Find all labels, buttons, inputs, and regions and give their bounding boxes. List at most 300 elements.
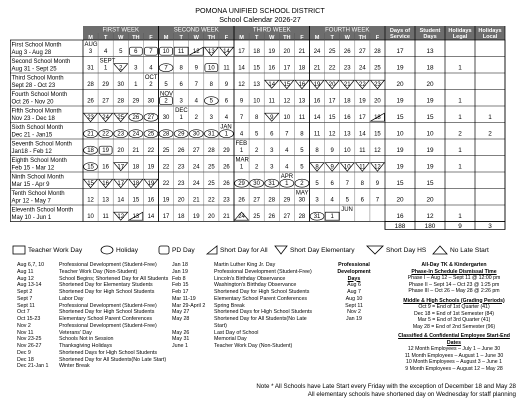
events-left-list: [17, 262, 177, 370]
day-number: 1: [103, 65, 108, 72]
pd-date: Aug 6: [347, 282, 361, 289]
event-row: [172, 289, 322, 296]
day-number: 27: [253, 197, 260, 204]
day-number: 29: [238, 181, 245, 188]
day-number: 27: [192, 148, 200, 155]
day-number: 10: [343, 148, 351, 155]
day-letter: T: [103, 34, 108, 41]
month-label: Fourth School Month: [11, 92, 68, 98]
day-number: 19: [359, 98, 366, 105]
day-number: 30: [147, 98, 155, 105]
note-late-start: Note * All Schools have Late Start every Friday with the exception of December 18 and May 28: [256, 383, 516, 390]
month-tag: NOV: [160, 91, 174, 98]
summary-value: 13: [426, 48, 434, 56]
legend-short-day-elementary: Short Day Elementary: [274, 244, 355, 256]
legend-pd-day: PD Day: [158, 244, 195, 256]
total-value: 188: [394, 223, 406, 230]
day-number: 16: [343, 115, 351, 122]
day-number: 23: [177, 181, 185, 188]
month-label: Eleventh School Month: [11, 207, 74, 214]
schedule-info: [392, 262, 516, 372]
day-number: 25: [208, 164, 215, 171]
day-number: 3: [209, 115, 214, 122]
event-date: Aug 11: [17, 268, 34, 275]
day-number: 11: [359, 164, 366, 171]
day-number: 17: [359, 115, 366, 122]
event-row: [172, 282, 322, 289]
month-label: Eighth School Month: [11, 158, 67, 164]
event-date: Dec 18: [17, 356, 34, 363]
day-number: 17: [162, 214, 170, 221]
day-number: 22: [147, 148, 155, 155]
month-label: Fifth School Month: [11, 108, 62, 115]
day-number: 20: [117, 148, 125, 155]
day-number: 8: [209, 82, 214, 89]
day-number: 7: [149, 49, 153, 56]
event-desc: Teacher Work Day (Non-Student): [214, 343, 293, 349]
legend-teacher-work-day: Teacher Work Day: [12, 244, 82, 256]
day-number: 13: [208, 49, 215, 56]
day-number: 17: [328, 98, 336, 105]
day-number: 2: [164, 98, 168, 105]
day-number: 28: [374, 49, 381, 56]
month-tag: OCT: [144, 75, 158, 81]
event-row: [17, 343, 177, 350]
day-number: 19: [147, 181, 155, 188]
classified-2: 11 Month Employees – August 1 – June 30: [404, 352, 504, 359]
legend-short-day-hs: Short Day HS: [366, 244, 426, 256]
day-number: 28: [208, 148, 215, 155]
event-desc: Shortened Day for Elementary Students: [59, 282, 153, 289]
summary-value: 19: [396, 64, 404, 72]
day-letter: F: [224, 34, 229, 41]
day-number: 5: [209, 98, 214, 105]
summary-value: 19: [396, 97, 404, 105]
month-range: Aug 31 - Sept 25: [11, 66, 57, 73]
event-desc: Thanksgiving Holidays: [59, 343, 112, 349]
summary-value: 20: [396, 81, 404, 89]
day-letter: M: [314, 34, 320, 41]
day-letter: F: [300, 34, 304, 41]
day-number: 12: [328, 131, 336, 138]
events-mid-list: [172, 262, 322, 350]
day-number: 18: [177, 214, 185, 221]
event-desc: Professional Development (Student-Free): [59, 302, 157, 309]
event-date: May 28: [172, 316, 190, 322]
event-date: June 1: [172, 343, 188, 349]
event-desc: Shortened Days for High School Students: [214, 309, 313, 316]
event-desc: Shortened Day for All Students(No Late: [214, 316, 307, 322]
day-number: 10: [343, 164, 351, 171]
day-number: 7: [194, 82, 198, 89]
day-number: 18: [298, 65, 306, 72]
summary-value: 16: [396, 213, 404, 221]
day-number: 29: [283, 197, 291, 204]
day-number: 5: [315, 181, 319, 188]
day-number: 7: [345, 181, 349, 188]
calendar-subtitle: School Calendar 2026-27: [219, 15, 301, 24]
day-number: 11: [298, 115, 306, 122]
summary-value: 12: [426, 213, 434, 221]
event-desc: Elementary School Parent Conferences: [59, 316, 153, 322]
legend: [12, 244, 512, 258]
day-number: 23: [87, 115, 94, 122]
event-row: [172, 269, 322, 276]
event-row: [172, 276, 322, 283]
day-number: 18: [87, 148, 94, 155]
summary-value: 19: [396, 163, 404, 171]
day-number: 19: [147, 164, 155, 171]
legend-no-late-start: No Late Start: [432, 244, 489, 256]
day-number: 10: [87, 214, 94, 221]
event-row: [17, 316, 177, 323]
day-number: 22: [359, 82, 366, 89]
day-number: 31: [313, 214, 321, 221]
day-number: 24: [359, 65, 366, 72]
day-number: 5: [254, 131, 259, 138]
holidays-legal-header: Holidays Legal: [448, 28, 472, 40]
month-tag: MAY: [295, 190, 309, 197]
day-number: 26: [177, 148, 185, 155]
day-number: 20: [374, 98, 381, 105]
day-number: 20: [328, 82, 336, 89]
event-date: Sept 7: [17, 295, 33, 302]
event-row: [17, 357, 177, 364]
day-number: 26: [132, 115, 140, 122]
month-label: Tenth School Month: [11, 191, 65, 197]
classified-heading: Classified & Confidential Employee Start-End Dates: [398, 333, 510, 346]
day-number: 15: [132, 197, 140, 204]
summary-value: 2: [458, 130, 462, 138]
footer-notes: [180, 383, 516, 399]
day-number: 12: [117, 214, 125, 221]
day-number: 10: [283, 115, 291, 122]
day-number: 20: [283, 49, 291, 56]
day-number: 12: [374, 148, 381, 155]
month-label: Ninth School Month: [11, 174, 64, 181]
day-number: 25: [162, 148, 170, 155]
student-days-header: Student Days: [419, 28, 441, 40]
day-number: 21: [313, 65, 321, 72]
tk-heading: All-Day TK & Kindergarten: [421, 262, 487, 268]
day-number: 26: [238, 197, 245, 204]
day-number: 23: [374, 82, 381, 89]
day-number: 24: [102, 115, 109, 122]
day-number: 18: [132, 181, 140, 188]
day-number: 30: [162, 115, 170, 122]
event-date: May 31: [172, 336, 190, 343]
day-number: 15: [283, 82, 291, 89]
day-number: 25: [328, 49, 336, 56]
event-row: [17, 309, 177, 316]
grading-4: May 28 = End of 2nd Semester (96): [412, 323, 496, 330]
day-number: 4: [194, 98, 198, 105]
day-number: 29: [102, 82, 109, 89]
day-letter: TH: [358, 34, 367, 41]
event-desc: Labor Day: [59, 295, 84, 302]
day-number: 5: [164, 82, 168, 89]
event-desc: Winter Break: [59, 363, 90, 370]
event-row: [172, 330, 322, 337]
day-number: 8: [315, 148, 319, 155]
day-number: 9: [330, 164, 334, 171]
event-desc: Start): [214, 322, 227, 329]
day-number: 11: [178, 49, 185, 56]
day-number: 19: [313, 82, 321, 89]
event-row: [17, 269, 177, 276]
legend-holiday: Holiday: [100, 244, 138, 256]
day-number: 3: [179, 98, 183, 105]
event-date: Nov 2: [17, 322, 31, 329]
month-label: Third School Month: [11, 75, 64, 82]
pd-sub: Days: [347, 275, 361, 282]
day-number: 7: [164, 65, 168, 72]
day-number: 3: [88, 49, 93, 56]
day-number: 20: [208, 214, 215, 221]
day-number: 6: [179, 82, 183, 89]
event-date: Jan 18: [172, 262, 188, 268]
day-number: 23: [117, 131, 125, 138]
event-row: [17, 350, 177, 357]
day-letter: T: [330, 34, 334, 41]
day-number: 17: [238, 49, 245, 56]
summary-value: 10: [396, 130, 404, 138]
event-date: May 26: [172, 329, 190, 336]
event-desc: Washington's Birthday Observance: [214, 282, 297, 289]
month-tag: APR: [280, 174, 294, 180]
summary-value: 19: [426, 97, 434, 105]
event-row: [172, 316, 322, 323]
day-number: 28: [268, 197, 276, 204]
week-title-3: THIRD WEEK: [252, 27, 291, 34]
day-number: 6: [270, 131, 274, 138]
grading-3: Mar 5 = End of 3rd Quarter (41): [417, 317, 491, 323]
day-letter: TH: [207, 34, 216, 41]
day-number: 22: [328, 65, 336, 72]
day-number: 12: [87, 197, 94, 204]
event-date: Sept 2: [17, 289, 33, 295]
event-date: Sept 11: [17, 302, 35, 309]
pd-date: Jan 19: [346, 316, 362, 322]
day-letter: F: [149, 34, 153, 41]
day-number: 3: [315, 197, 319, 204]
day-number: 12: [192, 49, 200, 56]
day-number: 17: [117, 181, 125, 188]
event-date: Nov 23-25: [17, 336, 42, 343]
event-desc: Shortened Day for High School Students: [59, 289, 155, 295]
month-tag: DEC: [175, 108, 188, 114]
day-letter: F: [375, 34, 380, 41]
month-range: Feb 15 - Mar 12: [11, 165, 55, 172]
event-row: [17, 303, 177, 310]
day-number: 1: [224, 131, 229, 138]
event-date: Dec 21-Jan 1: [17, 363, 49, 370]
day-number: 22: [162, 164, 170, 171]
day-number: 1: [239, 148, 244, 155]
day-number: 4: [285, 148, 289, 155]
calendar-grid: [10, 26, 510, 245]
day-number: 18: [253, 49, 260, 56]
month-range: Sept 28 - Oct 23: [11, 83, 56, 89]
day-number: 1: [134, 82, 138, 89]
day-number: 9: [239, 98, 244, 105]
event-date: Feb 8: [172, 275, 186, 282]
day-number: 11: [268, 98, 275, 105]
day-number: 28: [162, 131, 170, 138]
event-row: [17, 262, 177, 269]
event-desc: Shortened Day for High School Students: [59, 309, 155, 316]
month-label: Sixth School Month: [11, 125, 64, 131]
event-date: Aug 6,7, 10: [17, 262, 45, 268]
event-date: Aug 13-14: [17, 282, 42, 289]
day-number: 16: [298, 82, 306, 89]
month-range: May 10 - Jun 1: [11, 215, 52, 221]
day-number: 16: [147, 197, 155, 204]
day-number: 11: [313, 131, 321, 138]
day-letter: W: [193, 34, 199, 41]
month-tag: JUN: [341, 207, 353, 213]
pd-date: Aug 10: [345, 295, 363, 302]
day-number: 19: [192, 214, 200, 221]
summary-value: 20: [396, 196, 404, 204]
summary-value: 15: [426, 114, 434, 122]
pd-date: Aug 7: [347, 289, 361, 295]
pd-days-list: [320, 262, 388, 323]
event-row: [17, 330, 177, 337]
day-number: 3: [270, 164, 274, 171]
summary-value: 1: [458, 97, 462, 105]
event-desc: School Begins; Shortened Day for All Students: [59, 275, 169, 282]
event-desc: Memorial Day: [214, 336, 247, 343]
event-desc: Lincoln's Birthday Observance: [214, 275, 286, 282]
summary-value: 1: [488, 114, 492, 122]
day-number: 9: [224, 82, 229, 89]
day-number: 2: [119, 65, 123, 72]
month-tag: MAR: [235, 157, 249, 164]
day-number: 24: [192, 164, 200, 171]
day-number: 26: [223, 164, 230, 171]
day-number: 25: [208, 181, 215, 188]
event-date: Mar 11-19: [172, 295, 196, 302]
week-title-1: FIRST WEEK: [102, 27, 140, 34]
day-number: 21: [343, 82, 351, 89]
month-range: Oct 26 - Nov 20: [11, 99, 54, 106]
district-title: POMONA UNIFIED SCHOOL DISTRICT: [195, 6, 325, 15]
event-row: [17, 296, 177, 303]
day-number: 17: [283, 65, 291, 72]
total-value: 9: [458, 223, 462, 230]
event-desc: Professional Development (Student-Free): [214, 268, 312, 275]
day-number: 11: [359, 148, 366, 155]
day-letter: TH: [283, 34, 291, 41]
day-number: 27: [102, 98, 109, 105]
month-tag: AUG: [84, 42, 98, 48]
day-number: 4: [330, 197, 334, 204]
day-number: 18: [132, 164, 140, 171]
day-number: 3: [134, 65, 138, 72]
day-number: 18: [374, 115, 381, 122]
summary-value: 1: [458, 163, 462, 171]
day-number: 15: [374, 131, 381, 138]
day-number: 29: [223, 148, 230, 155]
day-number: 27: [147, 115, 155, 122]
day-number: 11: [223, 65, 230, 72]
holiday-icon: [100, 245, 114, 255]
day-number: 10: [162, 49, 170, 56]
pd-date: Nov 2: [347, 309, 361, 316]
day-number: 13: [298, 98, 306, 105]
day-number: 16: [313, 98, 321, 105]
day-number: 16: [268, 65, 276, 72]
day-number: 28: [117, 98, 125, 105]
day-number: 29: [132, 98, 140, 105]
day-number: 8: [360, 181, 365, 188]
event-date: Aug 12: [17, 275, 34, 282]
day-number: 23: [223, 197, 230, 204]
grading-1: Oct 9 = End of 1st Quarter (41): [418, 304, 490, 310]
phase-1: Phase I – Aug 12 – Sept 11 @ 12:00 pm: [407, 275, 501, 281]
day-number: 26: [223, 181, 230, 188]
day-number: 19: [102, 148, 109, 155]
event-date: Feb 17: [172, 289, 189, 295]
day-number: 16: [102, 164, 109, 171]
summary-value: 15: [426, 180, 434, 188]
month-label: Second School Month: [11, 59, 71, 65]
day-number: 4: [239, 131, 244, 138]
calendar-svg: [10, 26, 510, 240]
day-number: 7: [285, 131, 289, 138]
day-number: 14: [238, 65, 245, 72]
phase-3: Phase III – Oct 26 – May 28 @ 2:26 pm: [408, 288, 500, 294]
day-number: 22: [162, 181, 170, 188]
total-value: 180: [424, 223, 436, 230]
day-number: 24: [132, 131, 140, 138]
day-number: 1: [179, 115, 183, 122]
day-number: 7: [239, 115, 244, 122]
summary-value: 19: [426, 147, 434, 155]
no-late-start-icon: [432, 245, 448, 255]
event-date: Nov 11: [17, 329, 34, 336]
day-number: 5: [119, 49, 123, 56]
day-number: 22: [208, 197, 215, 204]
day-letter: W: [118, 34, 124, 41]
event-row: [172, 309, 322, 316]
day-number: 16: [102, 181, 109, 188]
day-number: 8: [315, 164, 319, 171]
day-number: 29: [177, 131, 185, 138]
day-letter: W: [344, 34, 350, 41]
day-number: 23: [343, 65, 351, 72]
summary-value: 1: [458, 147, 462, 155]
event-row: [17, 363, 177, 370]
day-number: 24: [192, 181, 200, 188]
day-number: 4: [103, 49, 108, 56]
event-desc: Schools Not in Session: [59, 336, 114, 343]
short-day-all-icon: [206, 245, 218, 255]
event-date: Mar 29-April 2: [172, 302, 206, 309]
event-date: Nov 26-27: [17, 343, 42, 349]
day-number: 1: [239, 164, 244, 171]
day-number: 7: [375, 197, 380, 204]
summary-value: 18: [426, 64, 434, 72]
classified-4: 9 Month Employees – August 12 – May 28: [405, 365, 503, 372]
day-letter: M: [88, 34, 93, 41]
summary-value: 15: [396, 180, 404, 188]
event-desc: Shortened Days for High School Students: [59, 349, 158, 356]
month-range: Apr 12 - May 7: [11, 198, 51, 205]
day-number: 31: [87, 65, 94, 72]
legend-short-day-all: Short Day for All: [206, 244, 268, 256]
